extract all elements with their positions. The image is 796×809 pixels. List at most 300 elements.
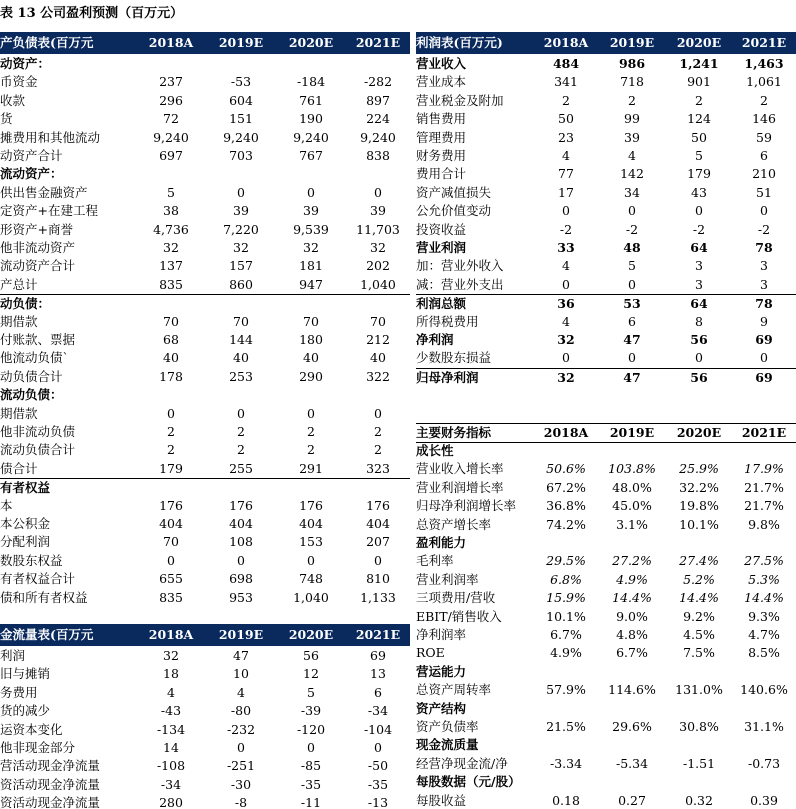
financial-indicators-table	[416, 423, 796, 809]
row-label: 动负债合计	[0, 368, 63, 384]
row-value: 323	[366, 460, 390, 476]
row-value: 7.5%	[683, 645, 715, 661]
row-value: 0	[237, 184, 245, 200]
row-value: 0	[628, 350, 636, 366]
header-col-2020E: 2020E	[288, 35, 334, 50]
table-row	[0, 478, 410, 497]
row-value: 14.4%	[612, 590, 652, 606]
table-row	[0, 757, 410, 775]
row-label: EBIT/销售收入	[416, 608, 502, 624]
table-row	[0, 276, 410, 294]
table-row	[0, 702, 410, 720]
row-value: 1,133	[360, 589, 396, 605]
row-value: 43	[691, 184, 707, 200]
row-value: 4	[167, 684, 175, 700]
header-col-2021E: 2021E	[355, 35, 401, 50]
row-value: 9.2%	[683, 608, 715, 624]
row-value: 6	[760, 148, 768, 163]
row-label: 流动资产：	[0, 166, 63, 182]
row-label: 付账款、票据	[0, 332, 76, 347]
row-value: 0	[760, 203, 768, 219]
header-col-2019E: 2019E	[218, 35, 264, 50]
row-value: 27.5%	[744, 553, 784, 569]
row-value: -3.34	[549, 755, 583, 771]
row-value: 0	[562, 276, 570, 292]
row-value: 25.9%	[679, 461, 719, 477]
row-label: 数股东权益	[0, 552, 63, 568]
row-label: 销售费用	[416, 111, 467, 127]
row-value: 2	[167, 442, 175, 458]
row-value: 47	[623, 369, 641, 385]
row-value: 322	[366, 368, 390, 384]
table-row	[416, 368, 796, 387]
table-row	[416, 571, 796, 589]
row-value: 176	[229, 497, 253, 513]
row-value: -43	[160, 703, 182, 719]
table-row	[0, 739, 410, 757]
row-value: 69	[755, 369, 773, 385]
row-value: 404	[366, 516, 390, 531]
row-value: 697	[159, 148, 183, 163]
row-value: 32	[557, 332, 575, 347]
row-value: 64	[690, 240, 708, 255]
table-row	[416, 331, 796, 349]
row-label: 资产减值损失	[416, 184, 492, 200]
table-row	[0, 552, 410, 570]
row-value: 21.5%	[546, 719, 586, 734]
row-value: 703	[229, 148, 253, 163]
row-value: -85	[300, 758, 322, 774]
table-row	[416, 534, 796, 552]
row-value: -104	[363, 721, 393, 737]
row-label: 资产结构	[416, 700, 467, 716]
row-label: 费用合计	[416, 166, 467, 182]
row-value: 36.8%	[546, 498, 586, 514]
row-value: -50	[367, 758, 389, 774]
row-label: 投资收益	[416, 221, 467, 237]
row-label: 流动负债：	[0, 387, 63, 403]
row-label: 少数股东损益	[416, 350, 492, 366]
row-value: 212	[366, 332, 390, 347]
row-value: 1,241	[679, 56, 719, 71]
row-value: 224	[366, 111, 390, 127]
row-value: 4,736	[153, 221, 189, 237]
row-value: 15.9%	[546, 590, 586, 606]
row-label: 营业税金及附加	[416, 92, 504, 108]
row-value: 179	[159, 460, 183, 476]
row-value: 0	[628, 276, 636, 292]
row-label: 供出售金融资产	[0, 184, 88, 200]
row-value: 404	[159, 516, 183, 531]
header-col-2018A: 2018A	[543, 425, 589, 440]
row-value: 72	[163, 111, 179, 127]
row-label: 归母净利润增长率	[416, 498, 517, 514]
row-value: 4	[562, 148, 570, 163]
row-value: 78	[755, 240, 773, 255]
row-value: 47	[233, 648, 249, 663]
row-value: 4.5%	[683, 627, 715, 642]
table-row	[0, 589, 410, 607]
row-value: -2	[757, 221, 771, 237]
row-label: 旧与摊销	[0, 666, 51, 682]
row-value: 78	[755, 296, 773, 312]
row-value: 3	[760, 276, 768, 292]
header-col-2021E: 2021E	[355, 627, 401, 642]
row-label: 定资产+在建工程	[0, 203, 98, 219]
row-value: 698	[229, 571, 253, 587]
row-value: -8	[234, 795, 248, 809]
row-value: 14	[163, 740, 179, 755]
row-value: 2	[374, 442, 382, 458]
row-value: 50	[691, 129, 707, 145]
table-row	[416, 313, 796, 331]
table-row	[416, 73, 796, 91]
table-row	[416, 589, 796, 607]
row-label: 产总计	[0, 276, 38, 292]
row-value: 40	[303, 350, 319, 366]
row-value: 255	[229, 460, 253, 476]
row-value: 39	[233, 203, 249, 219]
row-value: 27.2%	[612, 553, 652, 569]
header-col-2021E: 2021E	[741, 425, 787, 440]
row-value: 153	[299, 534, 323, 550]
row-value: 202	[366, 258, 390, 274]
row-label: 本	[0, 497, 13, 513]
row-value: 3.1%	[616, 516, 648, 532]
row-value: 3	[760, 258, 768, 274]
table-row	[0, 497, 410, 515]
balance-sheet-table	[0, 32, 410, 607]
row-value: 253	[229, 368, 253, 384]
table-row	[0, 202, 410, 220]
table-row	[0, 92, 410, 110]
row-value: 6	[374, 684, 382, 700]
table-row	[416, 349, 796, 367]
row-label: 货的减少	[0, 703, 51, 719]
row-label: 营业利润	[416, 240, 467, 255]
row-value: 6.7%	[550, 627, 582, 642]
table-row	[0, 73, 410, 91]
row-label: 本公积金	[0, 516, 51, 531]
row-label: 资活动现金净流量	[0, 776, 101, 792]
table-row	[0, 684, 410, 702]
row-value: 48	[623, 240, 641, 255]
row-value: 2	[307, 424, 315, 439]
row-value: 17.9%	[744, 461, 784, 477]
header-col-2020E: 2020E	[676, 425, 722, 440]
row-label: 营业利润率	[416, 571, 479, 587]
header-col-2020E: 2020E	[676, 35, 722, 50]
row-value: -34	[160, 776, 182, 792]
row-value: 2	[237, 442, 245, 458]
row-value: 124	[687, 111, 711, 127]
table-row	[416, 257, 796, 275]
row-value: -134	[156, 721, 186, 737]
row-label: 动资产合计	[0, 148, 63, 163]
row-value: 9,240	[293, 129, 329, 145]
row-value: 0	[695, 203, 703, 219]
row-value: 99	[624, 111, 640, 127]
row-value: 64	[690, 296, 708, 312]
header-col-2021E: 2021E	[741, 35, 787, 50]
row-value: 179	[687, 166, 711, 182]
table-row	[0, 794, 410, 809]
row-value: 9.8%	[748, 516, 780, 532]
row-value: 180	[299, 332, 323, 347]
row-value: 56	[303, 648, 319, 663]
row-value: 9.3%	[748, 608, 780, 624]
row-label: 三项费用/营收	[416, 590, 496, 606]
row-label: 加：营业外收入	[416, 258, 504, 274]
table-row	[416, 294, 796, 313]
row-value: -5.34	[615, 755, 649, 771]
row-value: 291	[299, 460, 323, 476]
row-value: 77	[558, 166, 574, 182]
table-row	[416, 516, 796, 534]
row-value: 39	[303, 203, 319, 219]
row-label: 货	[0, 111, 13, 127]
row-label: 盈利能力	[416, 535, 467, 550]
header-col-2019E: 2019E	[609, 35, 655, 50]
row-label: 净利润率	[416, 627, 467, 642]
row-value: 10.1%	[679, 516, 719, 532]
row-value: 114.6%	[608, 682, 656, 698]
row-value: -2	[559, 221, 573, 237]
row-value: 953	[229, 589, 253, 605]
header-title: 利润表(百万元)	[416, 35, 503, 50]
row-value: 144	[229, 332, 253, 347]
table-row	[0, 129, 410, 147]
header-title: 金流量表(百万元	[0, 627, 94, 642]
row-value: 2	[307, 442, 315, 458]
row-label: 期借款	[0, 313, 38, 329]
row-label: 管理费用	[416, 129, 467, 145]
row-value: 47	[623, 332, 641, 347]
table-row	[416, 110, 796, 128]
header-col-2019E: 2019E	[218, 627, 264, 642]
row-value: 9,240	[223, 129, 259, 145]
row-value: 157	[229, 258, 253, 274]
row-value: 137	[159, 258, 183, 274]
row-label: 运资本变化	[0, 721, 63, 737]
header-col-2018A: 2018A	[148, 627, 194, 642]
row-value: 40	[370, 350, 386, 366]
row-label: 有者权益	[0, 480, 51, 496]
row-value: 69	[755, 332, 773, 347]
table-row	[0, 184, 410, 202]
row-label: 形资产+商誉	[0, 221, 73, 237]
header-title: 产负债表(百万元	[0, 35, 94, 50]
row-value: 50.6%	[546, 461, 586, 477]
row-value: 0.39	[750, 792, 778, 808]
row-value: 6.8%	[550, 571, 582, 587]
table-row	[0, 665, 410, 683]
row-label: 摊费用和其他流动	[0, 129, 101, 145]
row-value: 51	[756, 184, 772, 200]
row-value: 32	[370, 240, 386, 255]
table-row	[416, 552, 796, 570]
row-value: 296	[159, 92, 183, 108]
table-row	[416, 792, 796, 809]
row-value: -120	[296, 721, 326, 737]
row-value: 31.1%	[744, 719, 784, 734]
row-value: 0.18	[552, 792, 580, 808]
table-row	[0, 405, 410, 423]
row-value: 68	[163, 332, 179, 347]
table-header-row	[0, 624, 410, 646]
row-value: 131.0%	[675, 682, 723, 698]
row-value: 2	[628, 92, 636, 108]
table-row	[0, 647, 410, 665]
row-value: 38	[163, 203, 179, 219]
table-row	[416, 718, 796, 736]
row-value: 4.9%	[616, 571, 648, 587]
table-row	[0, 294, 410, 313]
row-value: 56	[690, 332, 708, 347]
row-value: 10.1%	[546, 608, 586, 624]
row-value: 0	[695, 350, 703, 366]
row-value: -251	[226, 758, 256, 774]
table-row	[416, 663, 796, 681]
row-value: 0	[307, 552, 315, 568]
row-value: -39	[300, 703, 322, 719]
row-value: 48.0%	[612, 479, 652, 495]
table-row	[416, 479, 796, 497]
row-value: 151	[229, 111, 253, 127]
row-value: 3	[695, 258, 703, 274]
row-value: 2	[237, 424, 245, 439]
row-value: 1,040	[293, 589, 329, 605]
table-row	[416, 147, 796, 165]
row-value: 0	[237, 740, 245, 755]
row-value: 30.8%	[679, 719, 719, 734]
row-label: 资产负债率	[416, 719, 479, 734]
row-label: 归母净利润	[416, 369, 479, 385]
row-value: 4	[237, 684, 245, 700]
row-value: 29.6%	[612, 719, 652, 734]
row-value: 3	[695, 276, 703, 292]
row-value: 176	[299, 497, 323, 513]
row-label: 营业利润增长率	[416, 479, 504, 495]
row-value: 69	[370, 648, 386, 663]
row-value: 0	[374, 552, 382, 568]
row-value: 0	[167, 552, 175, 568]
row-value: 59	[756, 129, 772, 145]
row-value: 0	[562, 203, 570, 219]
table-row	[416, 755, 796, 773]
table-row	[416, 129, 796, 147]
row-value: 32	[233, 240, 249, 255]
row-value: 655	[159, 571, 183, 587]
row-value: -282	[363, 74, 393, 90]
row-value: 13	[370, 666, 386, 682]
row-value: 8	[695, 313, 703, 329]
row-value: 748	[299, 571, 323, 587]
table-row	[0, 423, 410, 441]
row-label: 分配利润	[0, 534, 51, 550]
row-value: -80	[230, 703, 252, 719]
row-value: 210	[752, 166, 776, 182]
row-value: 9,240	[360, 129, 396, 145]
row-value: 67.2%	[546, 479, 586, 495]
row-value: 53	[623, 296, 641, 312]
row-label: 流动负债合计	[0, 442, 76, 458]
row-value: 32	[303, 240, 319, 255]
row-label: 营业成本	[416, 74, 467, 90]
row-value: 21.7%	[744, 498, 784, 514]
row-label: 净利润	[416, 332, 454, 347]
row-value: 32	[163, 648, 179, 663]
row-value: 718	[620, 74, 644, 90]
row-label: 收款	[0, 92, 26, 108]
row-value: 4	[628, 148, 636, 163]
row-label: 公允价值变动	[416, 203, 492, 219]
row-value: 32	[557, 369, 575, 385]
row-value: 5	[167, 184, 175, 200]
row-label: 币资金	[0, 74, 38, 90]
row-label: 减：营业外支出	[416, 276, 504, 292]
row-value: 0.32	[685, 792, 713, 808]
row-value: 484	[552, 56, 580, 71]
row-value: 404	[229, 516, 253, 531]
table-row	[0, 570, 410, 588]
row-value: -13	[367, 795, 389, 809]
row-value: 2	[167, 424, 175, 439]
row-label: ROE	[416, 645, 445, 661]
header-col-2020E: 2020E	[288, 627, 334, 642]
table-row	[0, 147, 410, 165]
row-value: 32.2%	[679, 479, 719, 495]
row-value: 27.4%	[679, 553, 719, 569]
row-label: 利润	[0, 648, 26, 663]
row-label: 期借款	[0, 405, 38, 421]
table-row	[416, 276, 796, 294]
row-label: 财务费用	[416, 148, 467, 163]
row-label: 动资产：	[0, 56, 51, 71]
header-col-2018A: 2018A	[148, 35, 194, 50]
table-row	[0, 221, 410, 239]
row-value: 6	[628, 313, 636, 329]
row-label: 成长性	[416, 443, 454, 458]
row-value: 767	[299, 148, 323, 163]
row-value: 897	[366, 92, 390, 108]
row-value: 5.2%	[683, 571, 715, 587]
row-label: 毛利率	[416, 553, 454, 569]
row-value: 29.5%	[546, 553, 586, 569]
table-row	[0, 533, 410, 551]
row-value: 10	[233, 666, 249, 682]
table-row	[416, 626, 796, 644]
table-row	[416, 202, 796, 220]
row-label: 营运能力	[416, 663, 467, 679]
row-value: -34	[367, 703, 389, 719]
row-value: 404	[299, 516, 323, 531]
table-row	[416, 55, 796, 73]
row-value: 0	[307, 740, 315, 755]
row-value: 5	[695, 148, 703, 163]
table-row	[416, 681, 796, 699]
row-label: 债和所有者权益	[0, 589, 88, 605]
row-value: -108	[156, 758, 186, 774]
row-value: 604	[229, 92, 253, 108]
row-value: 39	[624, 129, 640, 145]
row-value: 70	[370, 313, 386, 329]
row-value: 4.7%	[748, 627, 780, 642]
row-value: 0	[760, 350, 768, 366]
row-label: 务费用	[0, 684, 38, 700]
row-value: 1,463	[744, 56, 784, 71]
row-value: 2	[374, 424, 382, 439]
